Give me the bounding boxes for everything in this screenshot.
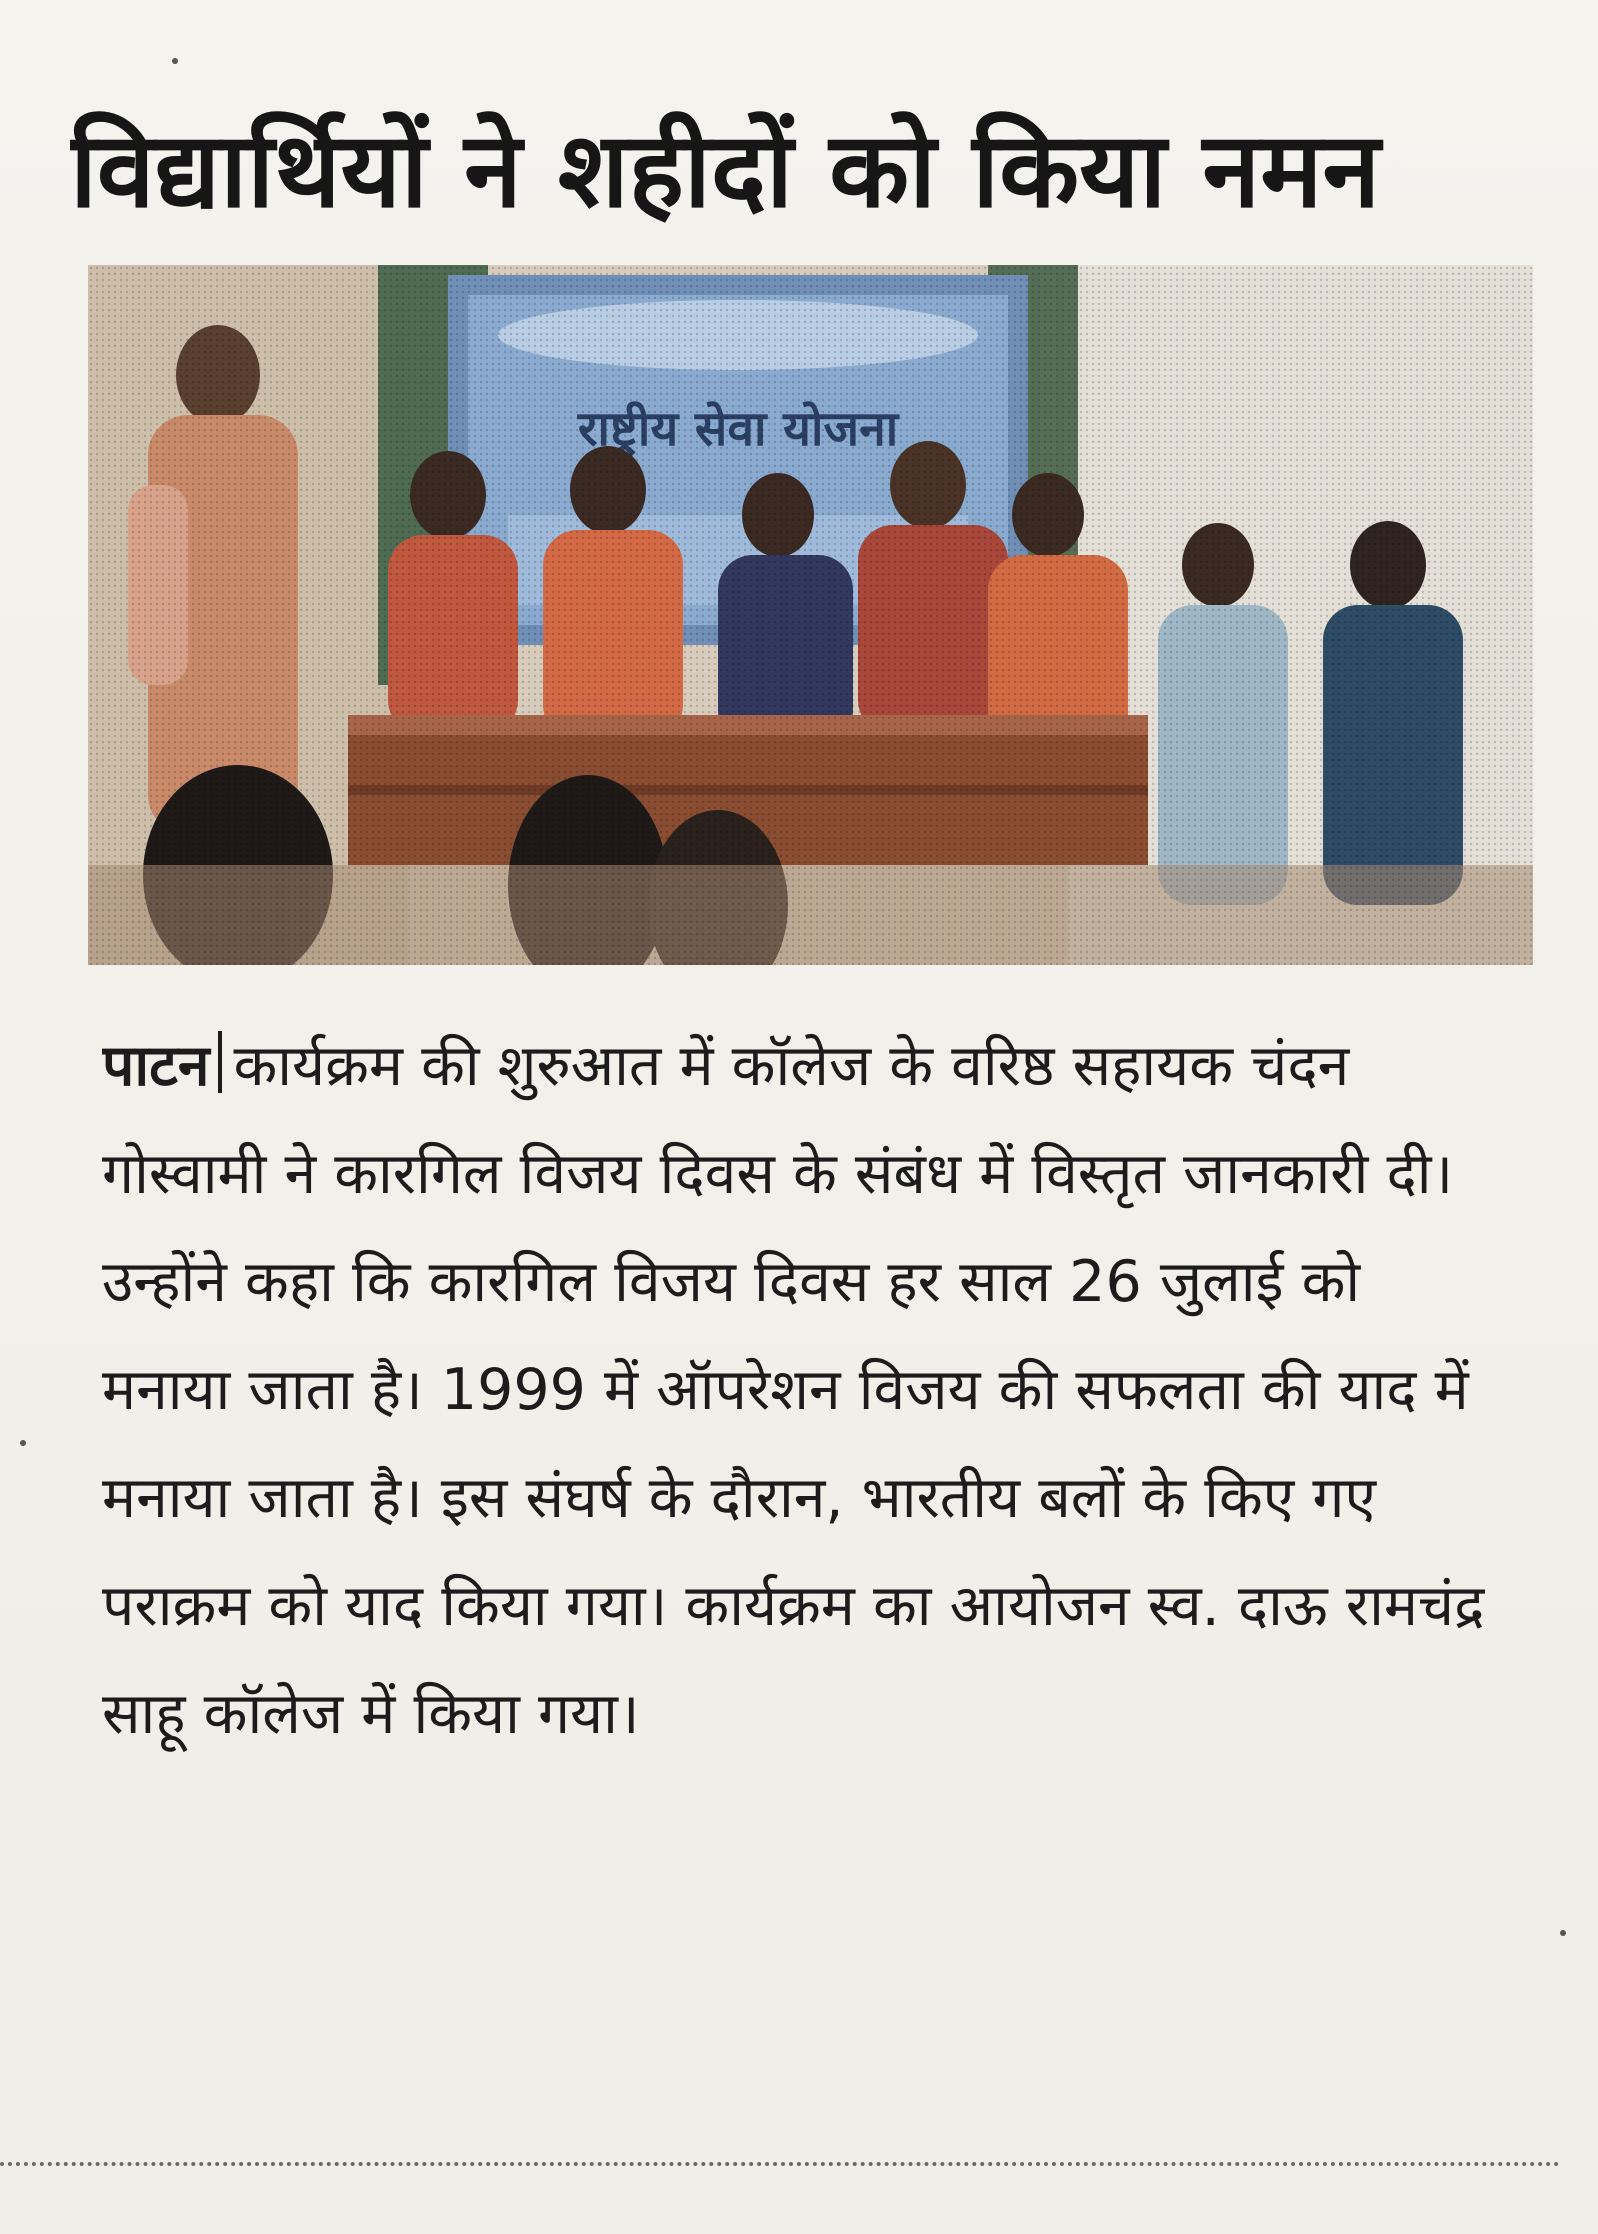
event-photo: [88, 265, 1533, 965]
print-speck: [20, 1440, 26, 1446]
headline: विद्यार्थियों ने शहीदों को किया नमन: [70, 109, 1381, 231]
dateline-separator: [218, 1031, 222, 1093]
dotted-divider: [0, 2162, 1560, 2166]
print-speck: [1560, 1930, 1566, 1936]
print-speck: [172, 58, 178, 64]
event-photo-illustration: [88, 265, 1533, 965]
article-body: [102, 1012, 1502, 2122]
dateline: पाटन: [102, 1033, 210, 1099]
article-text: कार्यक्रम की शुरुआत में कॉलेज के वरिष्ठ सहायक चंदन गोस्वामी ने कारगिल विजय दिवस के संबंध में विस्तृत जानकारी दी। उन्होंने कहा कि कारगिल विजय दिवस हर साल 26 जुलाई को मनाया जाता है। 1999 में ऑपरेशन विजय की सफलता की याद में मनाया जाता है। इस संघर्ष के दौरान, भारतीय बलों के किए गए पराक्रम को याद किया गया। कार्यक्रम का आयोजन स्व. दाऊ रामचंद्र साहू कॉलेज में किया गया।: [102, 1033, 1485, 1747]
